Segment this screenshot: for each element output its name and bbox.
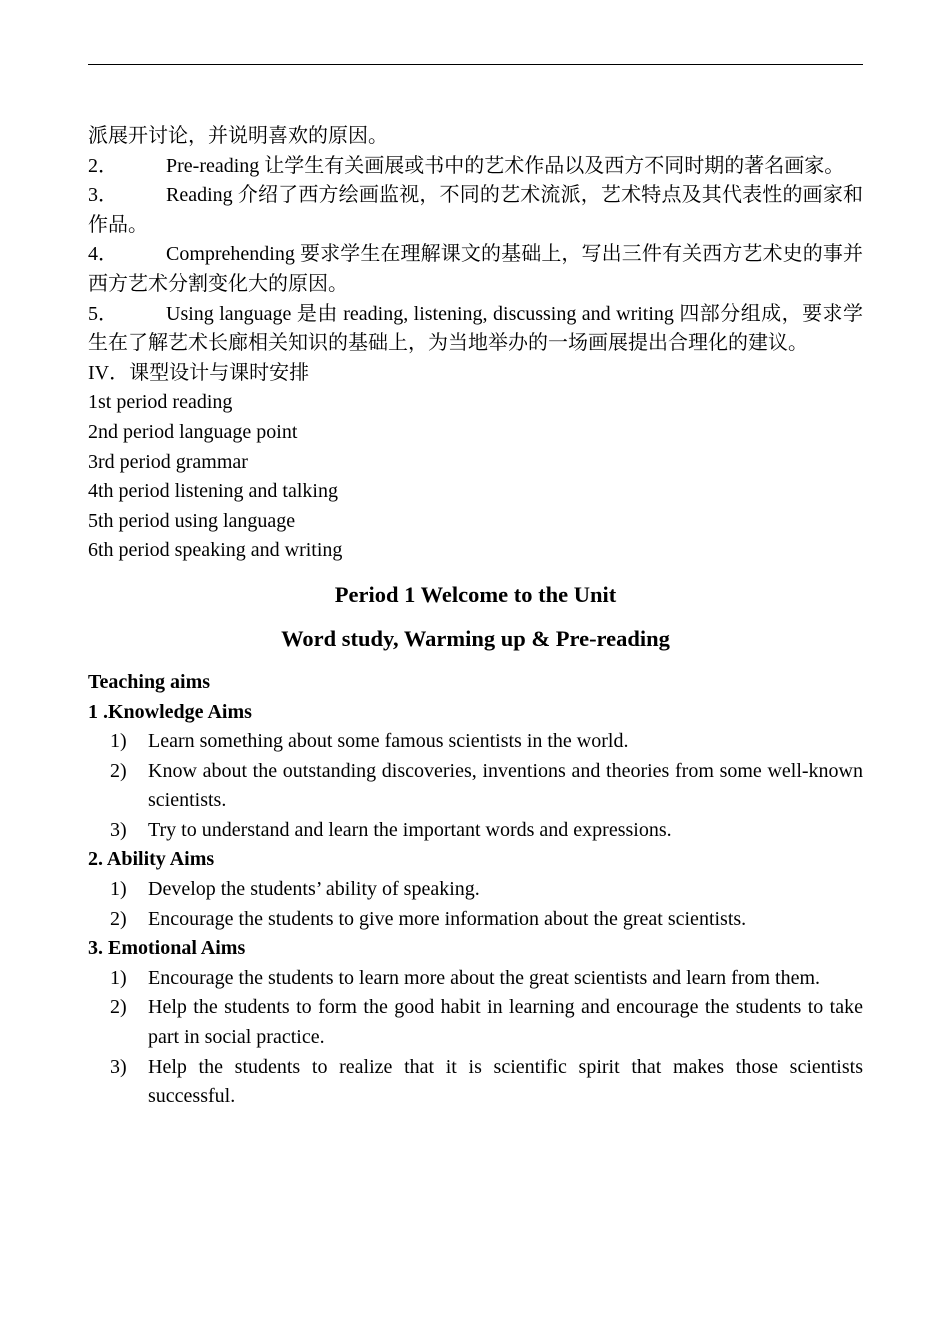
paragraph-number: 2． xyxy=(88,154,118,177)
knowledge-aims-list xyxy=(88,727,863,845)
period-line: 1st period reading xyxy=(88,391,233,414)
section-iv-heading: IV．课型设计与课时安排 xyxy=(88,361,310,384)
list-item xyxy=(88,1053,863,1112)
ability-aims-list xyxy=(88,875,863,934)
paragraph-text: Reading 介绍了西方绘画监视，不同的艺术流派，艺术特点及其代表性的画家和作品。 xyxy=(88,184,863,236)
list-marker: 3) xyxy=(110,818,127,841)
header-rule xyxy=(88,64,863,65)
period-line: 3rd period grammar xyxy=(88,450,248,473)
numbered-paragraph-5 xyxy=(88,300,863,359)
knowledge-aims-heading: 1 .Knowledge Aims xyxy=(88,700,252,723)
teaching-aims-heading: Teaching aims xyxy=(88,670,211,693)
list-marker: 1) xyxy=(110,966,127,989)
period-line: 2nd period language point xyxy=(88,420,298,443)
list-item-text: Try to understand and learn the important words and expressions. xyxy=(148,818,672,841)
emotional-aims-list xyxy=(88,964,863,1112)
period-line: 5th period using language xyxy=(88,509,296,532)
numbered-paragraph-3 xyxy=(88,181,863,240)
period-subtitle: Word study, Warming up & Pre-reading xyxy=(281,625,670,651)
period-title: Period 1 Welcome to the Unit xyxy=(334,581,617,607)
period-line: 4th period listening and talking xyxy=(88,480,338,503)
list-marker: 2) xyxy=(110,759,127,782)
paragraph-text: Using language 是由 reading, listening, discussing and writing 四部分组成，要求学生在了解艺术长廊相关知识的基础上，为当地举办的一场画展提出合理化的建议。 xyxy=(88,302,863,355)
list-marker: 1) xyxy=(110,730,127,753)
list-item xyxy=(88,964,863,994)
list-marker: 3) xyxy=(110,1055,127,1078)
numbered-paragraph-4 xyxy=(88,240,863,299)
list-item xyxy=(88,816,863,846)
intro-tail-paragraph: 派展开讨论，并说明喜欢的原因。 xyxy=(88,125,388,147)
paragraph-text: Comprehending 要求学生在理解课文的基础上，写出三件有关西方艺术史的事并西方艺术分割变化大的原因。 xyxy=(88,243,863,295)
document-body xyxy=(88,122,863,1112)
list-marker: 2) xyxy=(110,907,127,930)
paragraph-number: 5． xyxy=(88,302,118,325)
list-item-text: Encourage the students to give more information about the great scientists. xyxy=(148,907,747,930)
list-item-text: Help the students to form the good habit in learning and encourage the students to take part in social practice. xyxy=(148,996,863,1049)
paragraph-number: 4． xyxy=(88,243,118,266)
list-item xyxy=(88,905,863,935)
list-marker: 1) xyxy=(110,878,127,901)
paragraph-text: Pre-reading 让学生有关画展或书中的艺术作品以及西方不同时期的著名画家。 xyxy=(166,154,845,177)
numbered-paragraph-2 xyxy=(88,152,863,182)
ability-aims-heading: 2. Ability Aims xyxy=(88,848,215,871)
list-item xyxy=(88,875,863,905)
list-marker: 2) xyxy=(110,996,127,1019)
period-line: 6th period speaking and writing xyxy=(88,539,343,562)
list-item xyxy=(88,993,863,1052)
emotional-aims-heading: 3. Emotional Aims xyxy=(88,937,246,960)
list-item-text: Know about the outstanding discoveries, inventions and theories from some well-known scientists. xyxy=(148,759,863,812)
list-item-text: Learn something about some famous scientists in the world. xyxy=(148,730,629,753)
list-item xyxy=(88,727,863,757)
paragraph-number: 3． xyxy=(88,184,118,207)
list-item-text: Develop the students’ ability of speaking. xyxy=(148,878,480,901)
list-item-text: Encourage the students to learn more about the great scientists and learn from them. xyxy=(148,966,821,989)
list-item-text: Help the students to realize that it is scientific spirit that makes those scientists successful. xyxy=(148,1055,863,1108)
list-item xyxy=(88,757,863,816)
